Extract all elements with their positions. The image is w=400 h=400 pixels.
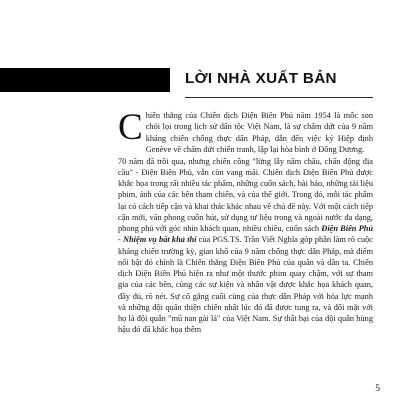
paragraph-2-text-end: của PGS.TS. Trần Viết Nghĩa góp phần làm rõ cuộc kháng chiến trường kỳ, gian khổ của 9 năm chống thực dân Pháp, mà điểm nổi bật đó chính là Chiến thắng Điện Biên Phủ của quân và dân ta. Chiến dịch Điện Biên Phủ hiện ra như một thước phim quay chậm, với sự tham gia của các bên, cùng các sự kiện và nhân vật được khắc họa khách quan, đầy đủ, rõ nét. Sự cố gắng cuối cùng của thực dân Pháp với hỏa lực mạnh và những đội quân thiện chiến nhất lúc đó đã được tung ra, và đối mặt với họ là đội quân "mũ nan gài lá" của Việt Nam. Sự thất bại của đội quân hùng hậu đó đã khắc họa thêm [118,235,373,335]
title-block [0,64,400,94]
title-decorative-bar [0,68,170,92]
body-text [118,110,373,390]
drop-cap: C [118,110,143,148]
title-underline [185,97,373,98]
paragraph-2-text-start: 70 năm đã trôi qua, nhưng chiến công "lừng lẫy năm châu, chấn động địa cầu" - Điện Biên Phủ, vẫn còn vang mãi. Chiến dịch Điện Biên Phủ được khắc họa trong rất nhiều tác phẩm, những cuốn sách, bài báo, những tài liệu phim, ảnh của các bên tham chiến, và của thế giới. Trong đó, mỗi tác phẩm lại có cách tiếp cận và khai thác khác nhau về chủ đề này. Với một cách tiếp cận mới, văn phong cuốn hút, sử dụng tư liệu trong và ngoài nước đa dạng, phong phú với góc nhìn khách quan, nhiều chiều, cuốn sách [118,156,373,233]
page-title: LỜI NHÀ XUẤT BẢN [185,70,337,87]
paragraph-2 [118,156,373,336]
page-number: 5 [375,384,380,394]
paragraph-1-text: hiến thắng của Chiến dịch Điện Biên Phủ năm 1954 là mốc son chói lọi trong lịch sử dân tộc Việt Nam, là sự chấm dứt của 9 năm kháng chiến chống thực dân Pháp, dẫn đến việc ký Hiệp định Genève về chấm dứt chiến tranh, lập lại hòa bình ở Đông Dương. [145,111,373,154]
paragraph-1 [118,110,373,155]
book-title: Điện Biên Phủ - Nhiệm vụ bất khả thi [118,224,373,245]
